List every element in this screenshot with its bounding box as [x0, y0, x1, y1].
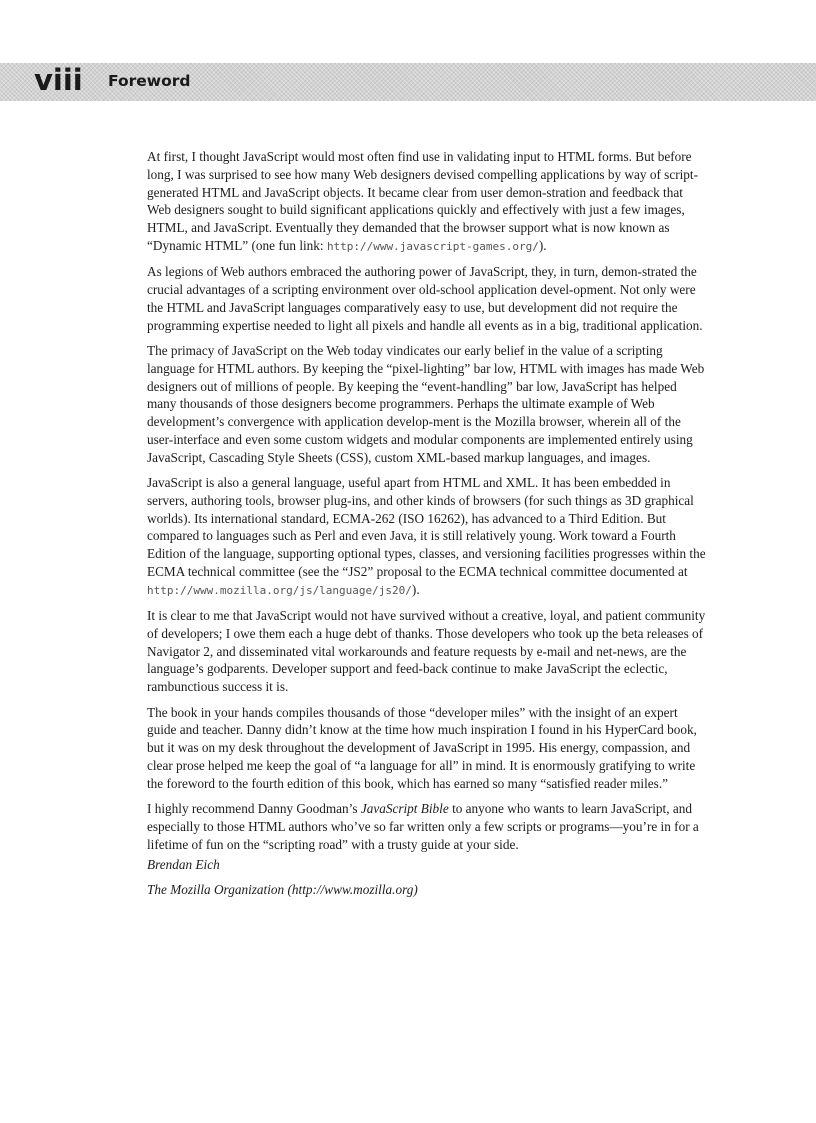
url-link: http://www.mozilla.org/js/language/js20/ [147, 583, 412, 597]
foreword-body [147, 148, 707, 907]
paragraph-7 [147, 800, 707, 853]
section-title: Foreword [108, 72, 191, 90]
paragraph-text: At first, I thought JavaScript would most often find use in validating input to HTML forms. But before long, I was surprised to see how many Web designers devised compelling applications by way of script-generated HTML and JavaScript objects. It became clear from user demon-stration and feedback that Web designers sought to build significant applications quickly and effectively with just a few images, HTML, and JavaScript. Eventually they demanded that the browser support what is now known as “Dynamic HTML” (one fun link: [147, 149, 699, 253]
paragraph-text: I highly recommend Danny Goodman’s [147, 801, 361, 817]
paragraph-6: The book in your hands compiles thousands of those “developer miles” with the insight of an expert guide and teacher. Danny didn’t know at the time how much inspiration I found in his HyperCard book, but it was on my desk throughout the development of JavaScript in 1995. His energy, compassion, and clear prose helped me keep the goal of “a language for all” in mind. It is enormously gratifying to write the foreword to the fourth edition of this book, which has earned so many “satisfied reader miles.” [147, 704, 697, 791]
paragraph-text: ). [538, 237, 547, 253]
paragraph-3: The primacy of JavaScript on the Web today vindicates our early belief in the value of a scripting language for HTML authors. By keeping the “pixel-lighting” bar low, HTML with images has made Web designers out of millions of people. By keeping the “event-handling” bar low, JavaScript has helped many thousands of those designers become programmers. Perhaps the ultimate example of Web development’s convergence with application develop-ment is the Mozilla browser, wherein all of the user-interface and even some custom widgets and modular components are implemented entirely using JavaScript, Cascading Style Sheets (CSS), custom XML-based markup languages, and images. [147, 343, 705, 465]
signature-organization: The Mozilla Organization (http://www.mozilla.org) [147, 882, 418, 898]
paragraph-text: JavaScript is also a general language, useful apart from HTML and XML. It has been embedded in servers, authoring tools, browser plug-ins, and other kinds of browsers (for such things as 3D graphical worlds). Its international standard, ECMA-262 (ISO 16262), has advanced to a Third Edition. But compared to languages such as Perl and even Java, it is still relatively young. Work toward a Fourth Edition of the language, supporting optional types, classes, and versioning facilities progresses within the ECMA technical committee (see the “JS2” proposal to the ECMA technical committee documented at [147, 475, 706, 579]
paragraph-2: As legions of Web authors embraced the authoring power of JavaScript, they, in turn, demon-strated the crucial advantages of a scripting environment over old-school application devel-opment. Not only were the HTML and JavaScript languages comparatively easy to use, but development did not require the programming expertise needed to light all pixels and handle all events as in a big, traditional application. [147, 264, 703, 333]
paragraph-text: ). [411, 581, 420, 597]
page-number: viii [34, 63, 83, 97]
paragraph-1 [147, 148, 707, 256]
book-title: JavaScript Bible [360, 801, 449, 817]
paragraph-text: to anyone who wants to learn JavaScript, and especially to those HTML authors who’ve so far written only a few scripts or programs—you’re in for a lifetime of fun on the “scripting road” with a trusty guide at your side. [147, 801, 699, 852]
paragraph-5: It is clear to me that JavaScript would not have survived without a creative, loyal, and patient community of developers; I owe them each a huge debt of thanks. Those developers who took up the beta releases of Navigator 2, and disseminated vital workarounds and feature requests by e-mail and net-news, are the language’s godparents. Developer support and feed-back continue to make JavaScript the eclectic, rambunctious success it is. [147, 608, 706, 695]
paragraph-4 [147, 474, 707, 599]
signature-name: Brendan Eich [147, 856, 220, 872]
url-link: http://www.javascript-games.org/ [326, 239, 539, 253]
